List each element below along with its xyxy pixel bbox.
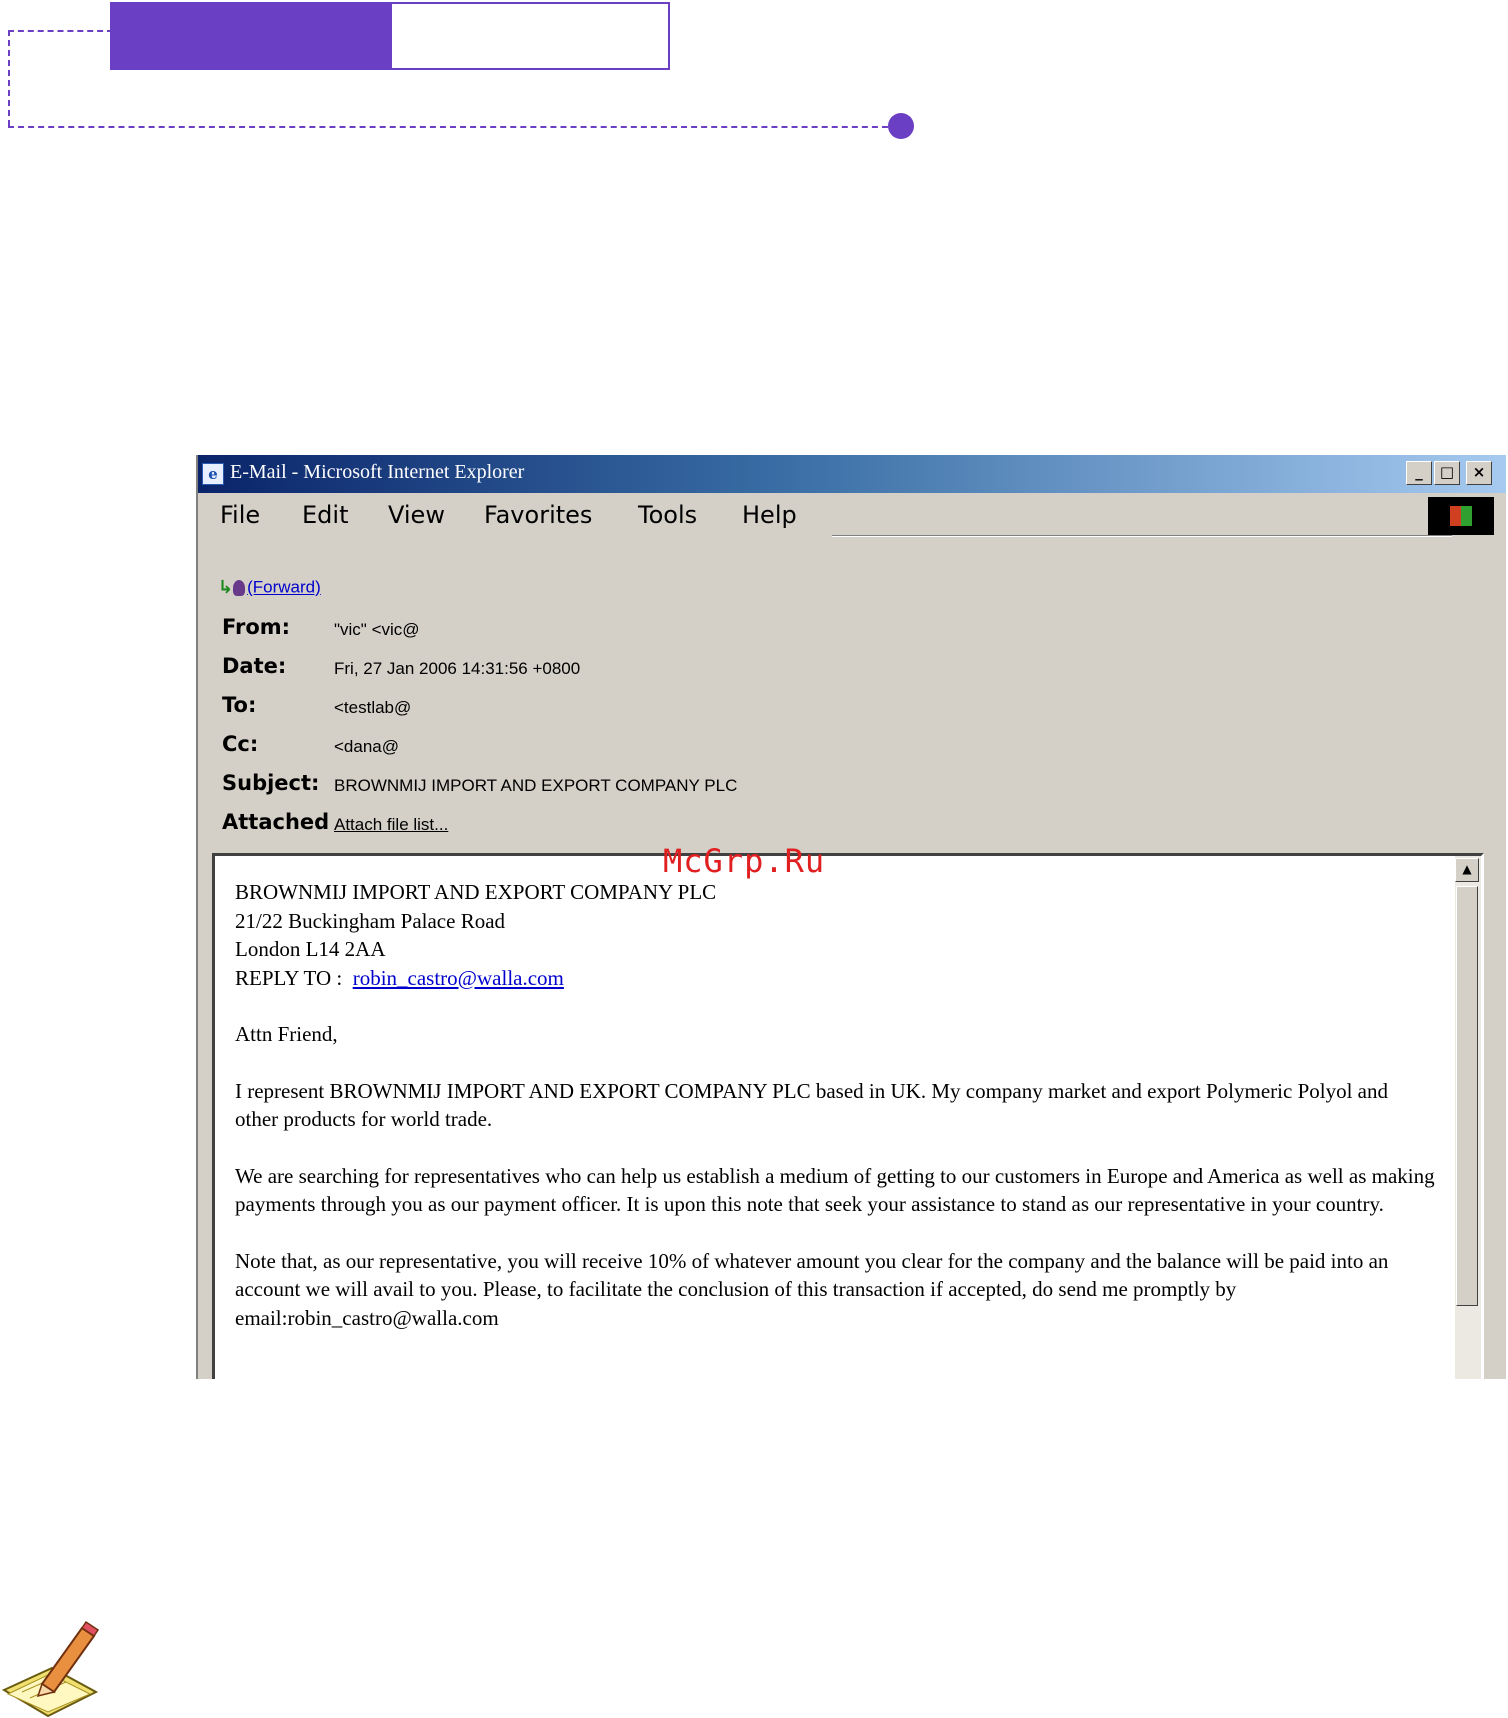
header-dot (888, 113, 914, 139)
subject-label: Subject: (222, 771, 320, 795)
browser-window (196, 455, 1506, 1379)
forward-row (218, 577, 321, 598)
from-label: From: (222, 615, 291, 639)
ie-icon: e (202, 463, 224, 485)
menu-view[interactable]: View (388, 501, 445, 529)
body-greeting: Attn Friend, (235, 1022, 338, 1046)
vertical-scrollbar[interactable] (1455, 856, 1481, 1379)
message-body-frame[interactable] (212, 853, 1484, 1379)
body-paragraph-3: Note that, as our representative, you will receive 10% of whatever amount you clear for the company and the balance will be paid into an account we will avail to you. Please, to facilitate the conclusion of this transaction if accepted, do send me promptly by email:robin_castro@walla.com (235, 1248, 1389, 1330)
watermark: McGrp.Ru (663, 842, 826, 880)
header-dashed-line-bottom (8, 126, 898, 128)
from-value: "vic" <vic@ (334, 620, 420, 639)
body-address-line1: 21/22 Buckingham Palace Road (235, 908, 506, 933)
attached-label: Attached (222, 810, 330, 834)
title-bar[interactable] (198, 455, 1506, 493)
window-title: E-Mail - Microsoft Internet Explorer (230, 461, 525, 483)
menu-favorites[interactable]: Favorites (484, 501, 593, 529)
body-reply-to (235, 964, 1435, 993)
reply-to-email-link[interactable]: robin_castro@walla.com (352, 965, 564, 990)
menu-file[interactable]: File (220, 501, 261, 529)
menu-edit[interactable]: Edit (302, 501, 349, 529)
subject-value: BROWNMIJ IMPORT AND EXPORT COMPANY PLC (334, 776, 738, 795)
close-button[interactable]: × (1466, 461, 1492, 485)
forward-link[interactable]: (Forward) (247, 577, 321, 597)
reply-to-label: REPLY TO : (235, 965, 343, 990)
date-value: Fri, 27 Jan 2006 14:31:56 +0800 (334, 659, 581, 678)
header-tab (110, 2, 670, 70)
forward-arrow-icon: ↳ (218, 577, 234, 598)
header-tab-fill (112, 4, 392, 68)
date-label: Date: (222, 654, 287, 678)
person-icon (233, 580, 245, 596)
windows-flag-icon (1450, 506, 1472, 526)
scroll-thumb[interactable] (1456, 886, 1478, 1306)
header-dashed-line-left (8, 30, 10, 126)
to-value: <testlab@ (334, 698, 412, 717)
cc-label: Cc: (222, 732, 259, 756)
menu-bar (198, 493, 1506, 537)
header-dashed-line-top (8, 30, 113, 32)
menu-divider (832, 535, 1452, 537)
pencil-note-icon (0, 1620, 100, 1718)
body-paragraph-2: We are searching for representatives who can help us establish a medium of getting to our customers in Europe and America as well as making payments through you as our payment officer. It is upon this note that seek your assistance to stand as our representative in your country. (235, 1163, 1435, 1216)
minimize-button[interactable]: _ (1406, 461, 1432, 485)
to-label: To: (222, 693, 257, 717)
menu-help[interactable]: Help (742, 501, 797, 529)
maximize-button[interactable]: □ (1434, 461, 1460, 485)
windows-logo-throbber (1428, 497, 1494, 535)
scroll-up-button[interactable]: ▲ (1455, 858, 1479, 882)
body-address-line2: London L14 2AA (235, 937, 386, 961)
menu-tools[interactable]: Tools (638, 501, 698, 529)
cc-value: <dana@ (334, 737, 400, 756)
message-body (235, 878, 1435, 1360)
body-company: BROWNMIJ IMPORT AND EXPORT COMPANY PLC (235, 880, 717, 904)
attach-file-list-link[interactable]: Attach file list... (334, 815, 449, 834)
body-paragraph-1: I represent BROWNMIJ IMPORT AND EXPORT COMPANY PLC based in UK. My company market and export Polymeric Polyol and other products for world trade. (235, 1078, 1388, 1131)
